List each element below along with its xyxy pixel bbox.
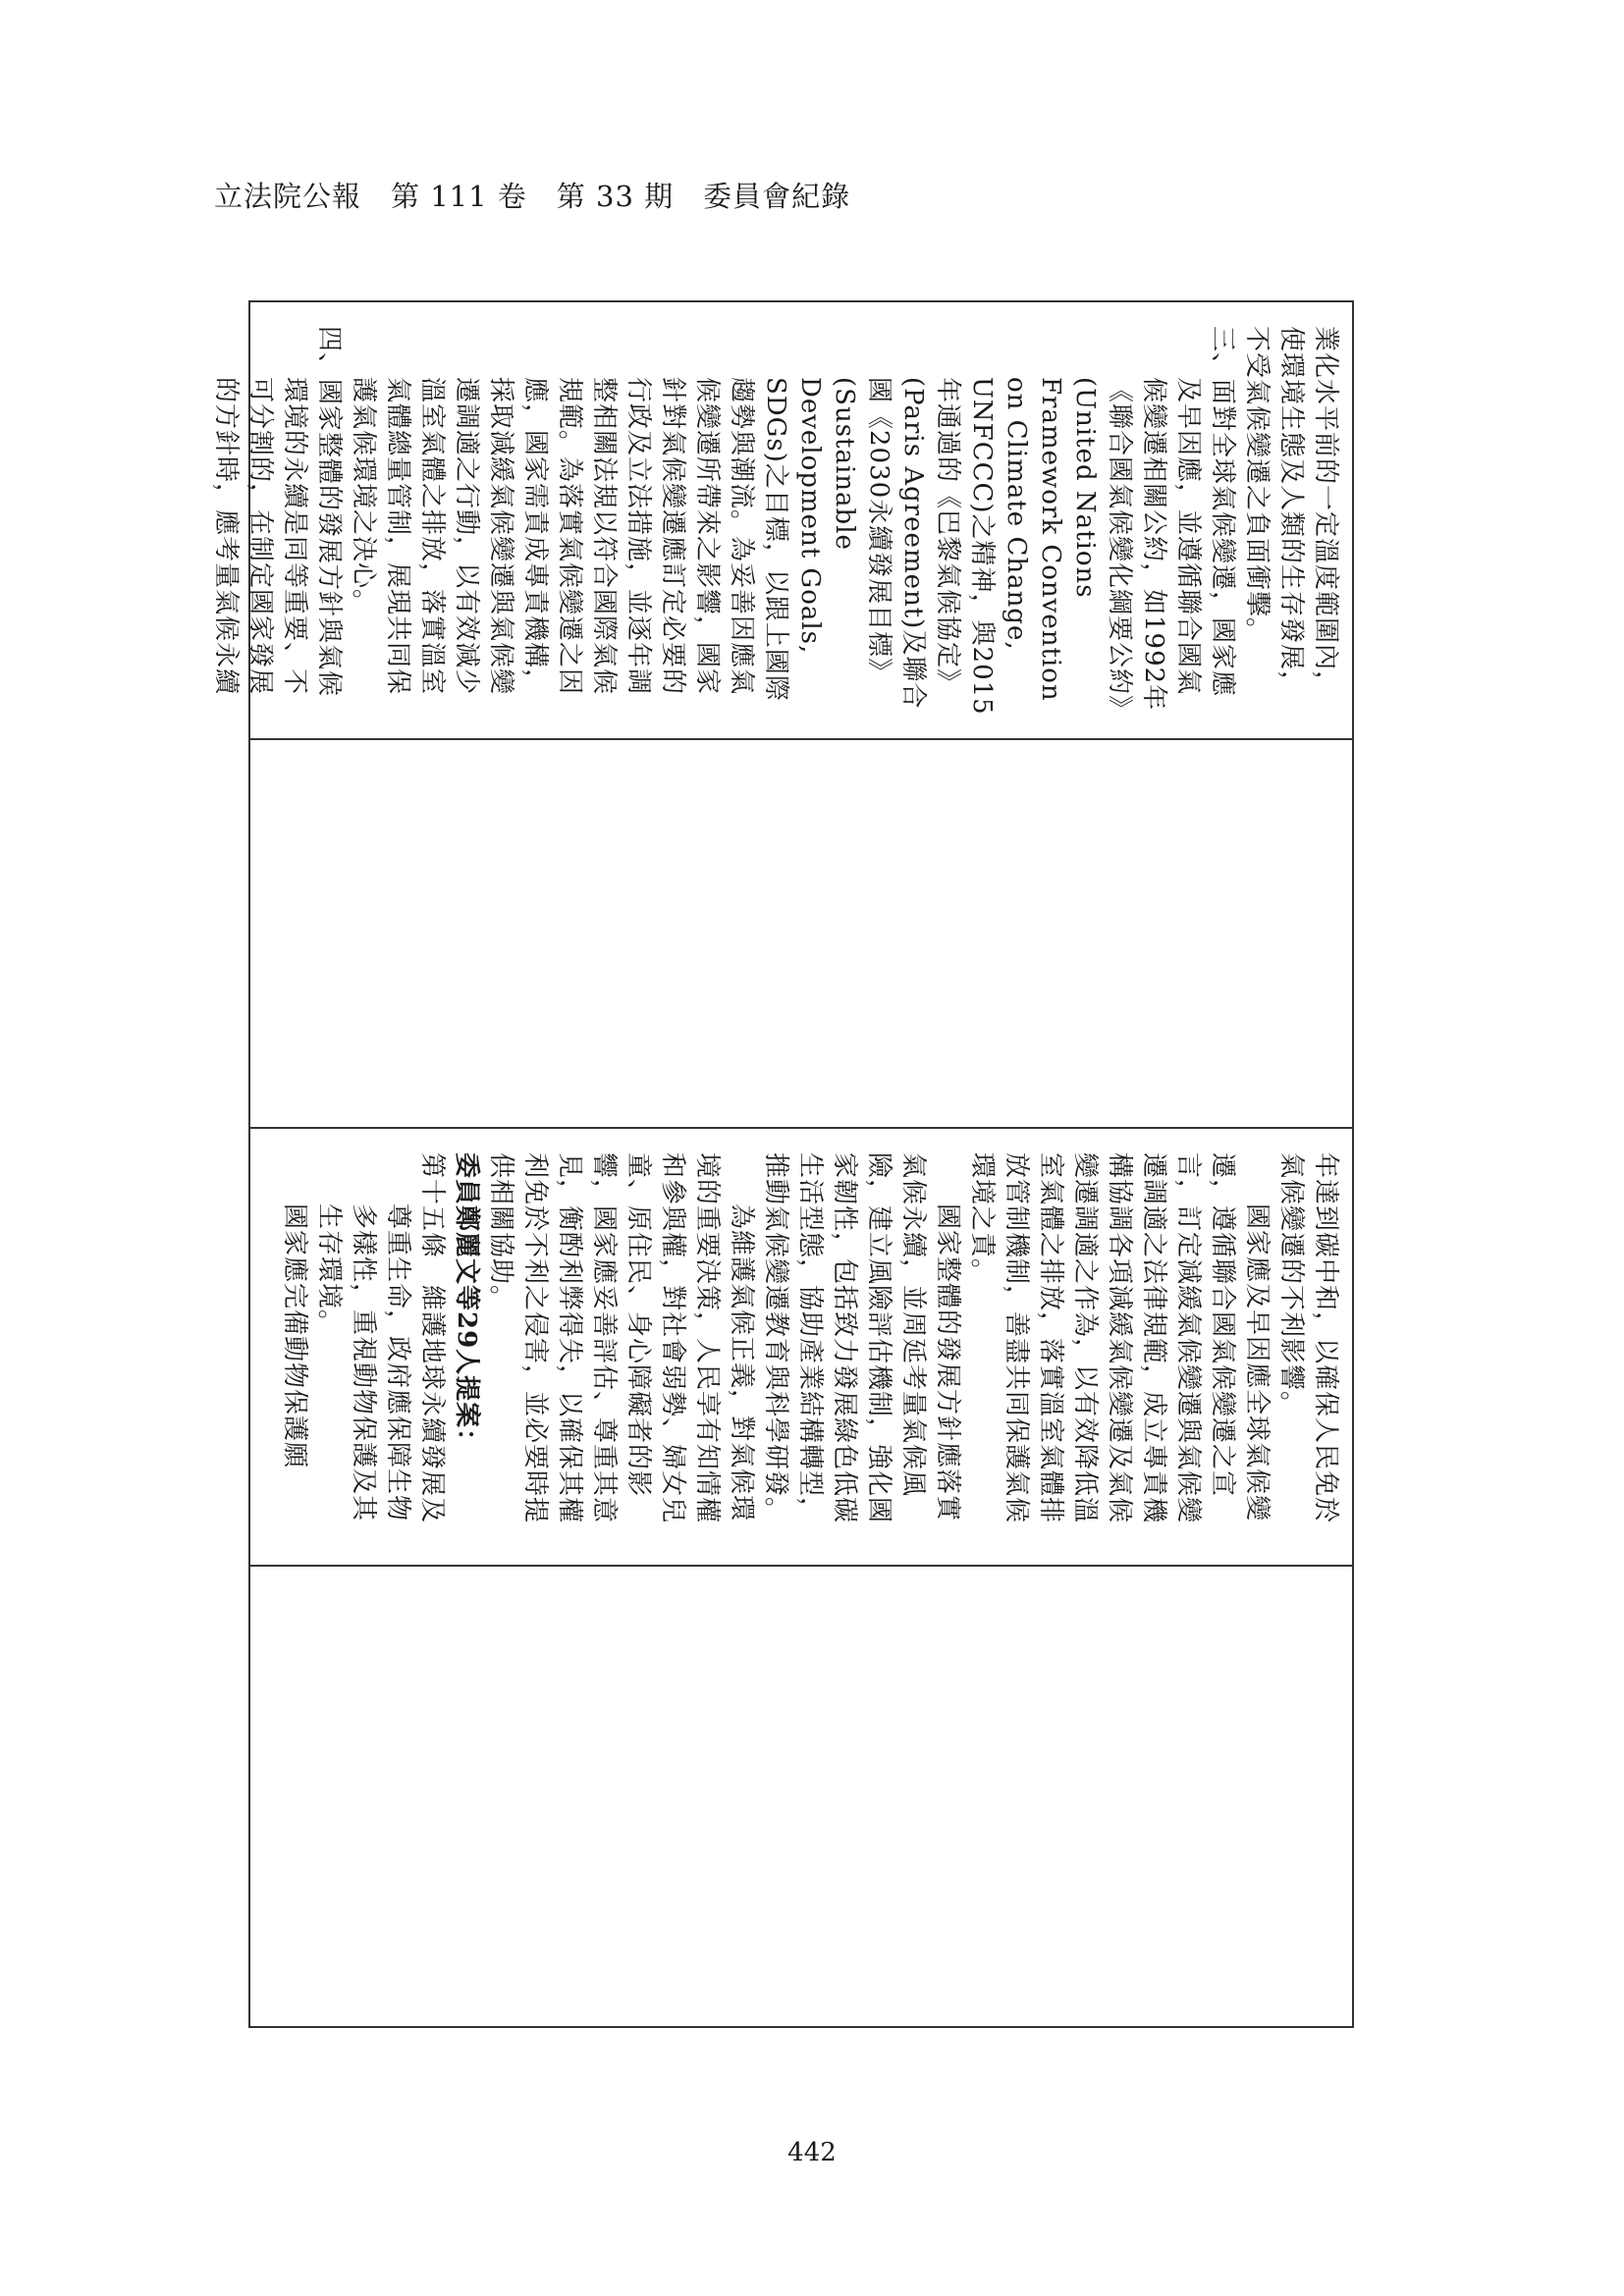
article-fifteen: 第十五條 維護地球永續發展及尊重生命，政府應保障生物多樣性，重視動物保護及其生存環境。	[314, 1152, 447, 1524]
table-row-middle	[250, 740, 1352, 1127]
clauses-text-top	[200, 302, 1352, 734]
paragraph-animal-protection: 國家應完備動物保護願	[280, 1203, 309, 1469]
paragraph-carbon-neutral: 年達到碳中和，以確保人民免於氣候變遷的不利影響。	[1276, 1152, 1340, 1524]
table-row-bottom	[250, 1567, 1352, 2026]
clause-four: 四、國家整體的發展方針與氣候環境的永續是同等重要、不可分割的，在制定國家發展的方針時，應考量氣候永續	[211, 326, 344, 698]
clauses-text-lower	[269, 1129, 1352, 1561]
paragraph-climate-response: 國家應及早因應全球氣候變遷，遵循聯合國氣候變遷之宣言，訂定減緩氣候變遷與氣候變遷調適之法律規範，成立專責機構協調各項減緩氣候變遷及氣候變遷調適之作為，以有效降低溫室氣體之排放，落實溫室氣體排放管制機制，善盡共同保護氣候環境之責。	[967, 1152, 1272, 1524]
bill-comparison-table	[211, 300, 1354, 2028]
clause-continuation: 業化水平前的一定溫度範圍內，使環境生態及人類的生存發展，不受氣候變遷之負面衝擊。	[1242, 326, 1340, 698]
paragraph-climate-justice: 為維護氣候正義，對氣候環境的重要決策，人民享有知情權和參與權，對社會弱勢、婦女兒童、原住民、身心障礙者的影響，國家應妥善評估、尊重其意見，衡酌利弊得失，以確保其權利免於不利之侵害，並必要時提供相關協助。	[486, 1152, 756, 1524]
table-row-lower	[250, 1129, 1352, 1565]
proposal-heading: 委員鄭麗文等29人提案：	[452, 1152, 481, 1456]
table-row-top	[211, 302, 1352, 738]
page-number: 442	[787, 2138, 837, 2167]
page-header: 立法院公報 第 111 卷 第 33 期 委員會紀錄	[214, 180, 851, 213]
clause-three: 三、面對全球氣候變遷，國家應及早因應，並遵循聯合國氣候變遷相關公約，如1992年《聯合國氣候變化綱要公約》(United Nations Framework Convention on Climate Change, UNFCCC)之精神，與2015年通過的《巴黎氣候協定》(Paris Agreement)及聯合國《2030永續發展目標》(Sustainable Development Goals, SDGs)之目標，以跟上國際趨勢與潮流。為妥善因應氣候變遷所帶來之影響，國家針對氣候變遷應訂定必要的行政及立法措施，並逐年調整相關法規以符合國際氣候規範。為落實氣候變遷之因應，國家需責成專責機構，採取減緩氣候變遷與氣候變遷調適之行動，以有效減少溫室氣體之排放，落實溫室氣體總量管制，展現共同保護氣候環境之決心。	[349, 326, 1237, 716]
paragraph-development: 國家整體的發展方針應落實氣候永續，並周延考量氣候風險，建立風險評估機制，強化國家韌性，包括致力發展綠色低碳生活型態，協助產業結構轉型，推動氣候變遷教育與科學研發。	[761, 1152, 962, 1524]
